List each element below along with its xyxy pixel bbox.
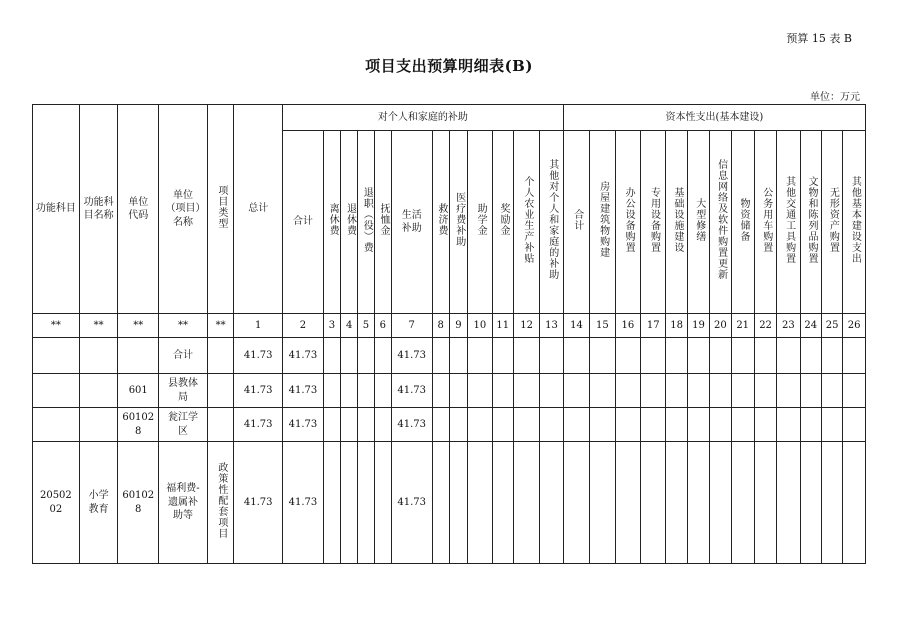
cell-func (33, 374, 80, 408)
index-cell: 6 (374, 314, 391, 338)
cell-living-aid: 41.73 (391, 408, 432, 442)
cell-personal-total: 41.73 (283, 408, 324, 442)
index-cell: 17 (641, 314, 666, 338)
cell-unit-code (118, 338, 159, 374)
cell-unit-name: 瓮江学区 (159, 408, 208, 442)
header-it-network: 信息网络及软件购置更新 (710, 131, 731, 314)
header-farm-subsidy: 个人农业生产补贴 (513, 131, 539, 314)
cell-func-name: 小学教育 (79, 442, 118, 564)
header-official-car: 公务用车购置 (754, 131, 776, 314)
budget-table (32, 104, 866, 564)
cell-unit-code: 601028 (118, 442, 159, 564)
index-row (33, 314, 866, 338)
table-row (33, 374, 866, 408)
cell-project-type: 政策性配套项目 (207, 442, 233, 564)
index-cell: 4 (341, 314, 358, 338)
index-cell: 24 (800, 314, 821, 338)
index-cell: 21 (731, 314, 754, 338)
table-row (33, 442, 866, 564)
cell-func: 2050202 (33, 442, 80, 564)
index-cell: ** (79, 314, 118, 338)
header-other-vehicle: 其他交通工具购置 (777, 131, 800, 314)
index-cell: 8 (432, 314, 449, 338)
header-unit-code: 单位代码 (118, 105, 159, 314)
table-row (33, 338, 866, 374)
index-cell: 18 (666, 314, 687, 338)
header-other-personal: 其他对个人和家庭的补助 (540, 131, 563, 314)
index-cell: 5 (358, 314, 374, 338)
cell-total: 41.73 (234, 408, 283, 442)
header-other-capital: 其他基本建设支出 (843, 131, 866, 314)
index-cell: 22 (754, 314, 776, 338)
header-building: 房屋建筑物购建 (590, 131, 615, 314)
cell-project-type (207, 408, 233, 442)
header-compensation: 抚恤金 (374, 131, 391, 314)
cell-total: 41.73 (234, 374, 283, 408)
index-cell: 16 (615, 314, 640, 338)
header-award: 奖励金 (492, 131, 513, 314)
index-cell: ** (207, 314, 233, 338)
cell-living-aid: 41.73 (391, 374, 432, 408)
header-group-capital: 资本性支出(基本建设) (563, 105, 865, 131)
header-material-reserve: 物资储备 (731, 131, 754, 314)
cell-func (33, 408, 80, 442)
unit-label: 单位：万元 (810, 92, 860, 103)
cell-unit-code: 601 (118, 374, 159, 408)
index-cell: 1 (234, 314, 283, 338)
cell-total: 41.73 (234, 338, 283, 374)
cell-func-name (79, 408, 118, 442)
cell-living-aid: 41.73 (391, 338, 432, 374)
header-retirement-pay: 离休费 (323, 131, 340, 314)
cell-personal-total: 41.73 (283, 374, 324, 408)
index-cell: 26 (843, 314, 866, 338)
index-cell: 14 (563, 314, 589, 338)
index-cell: 7 (391, 314, 432, 338)
index-cell: 15 (590, 314, 615, 338)
header-medical-aid: 医疗费补助 (449, 131, 467, 314)
index-cell: 9 (449, 314, 467, 338)
table-code: 预算 15 表 B (786, 32, 852, 45)
header-unit-name: 单位（项目）名称 (159, 105, 208, 314)
header-office-equip: 办公设备购置 (615, 131, 640, 314)
header-total: 总计 (234, 105, 283, 314)
cell-personal-total: 41.73 (283, 442, 324, 564)
header-group-personal: 对个人和家庭的补助 (283, 105, 564, 131)
header-personal-total: 合计 (283, 131, 324, 314)
cell-personal-total: 41.73 (283, 338, 324, 374)
cell-project-type (207, 374, 233, 408)
cell-unit-name: 县教体局 (159, 374, 208, 408)
header-project-type: 项目类型 (207, 105, 233, 314)
header-major-repair: 大型修缮 (687, 131, 709, 314)
index-cell: 3 (323, 314, 340, 338)
cell-func (33, 338, 80, 374)
index-cell: 11 (492, 314, 513, 338)
header-intangible: 无形资产购置 (821, 131, 842, 314)
cell-func-name (79, 374, 118, 408)
index-cell: 2 (283, 314, 324, 338)
index-cell: 20 (710, 314, 731, 338)
header-capital-total: 合计 (563, 131, 589, 314)
index-cell: 12 (513, 314, 539, 338)
header-student-aid: 助学金 (468, 131, 492, 314)
cell-living-aid: 41.73 (391, 442, 432, 564)
table-row (33, 408, 866, 442)
cell-unit-name: 合计 (159, 338, 208, 374)
header-pension: 退休费 (341, 131, 358, 314)
index-cell: 23 (777, 314, 800, 338)
cell-unit-code: 601028 (118, 408, 159, 442)
cell-func-name (79, 338, 118, 374)
header-relief: 救济费 (432, 131, 449, 314)
page-title: 项目支出预算明细表(B) (365, 57, 533, 75)
header-infrastructure: 基础设施建设 (666, 131, 687, 314)
header-special-equip: 专用设备购置 (641, 131, 666, 314)
header-living-aid: 生活补助 (391, 131, 432, 314)
index-cell: 13 (540, 314, 563, 338)
index-cell: ** (33, 314, 80, 338)
cell-unit-name: 福利费-遗属补助等 (159, 442, 208, 564)
header-func-subject: 功能科目 (33, 105, 80, 314)
index-cell: 10 (468, 314, 492, 338)
cell-total: 41.73 (234, 442, 283, 564)
index-cell: ** (159, 314, 208, 338)
header-row-group (33, 105, 866, 131)
index-cell: 25 (821, 314, 842, 338)
header-severance: 退职（役）费 (358, 131, 374, 314)
cell-project-type (207, 338, 233, 374)
index-cell: ** (118, 314, 159, 338)
header-cultural-relic: 文物和陈列品购置 (800, 131, 821, 314)
header-func-subject-name: 功能科目名称 (79, 105, 118, 314)
index-cell: 19 (687, 314, 709, 338)
